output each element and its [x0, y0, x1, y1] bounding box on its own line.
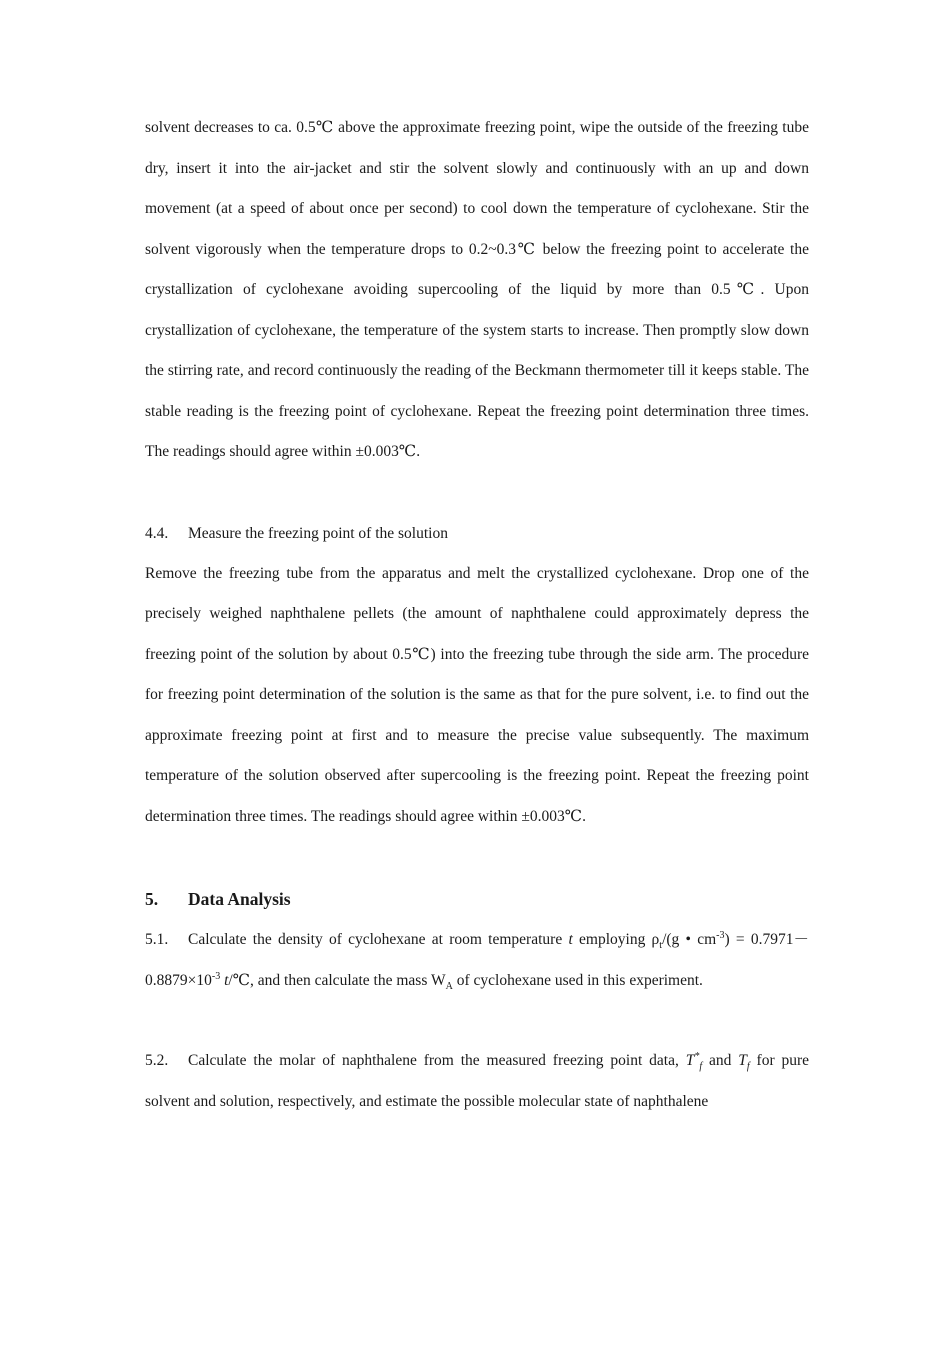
spacer [145, 1001, 809, 1041]
symbol-subscript: f [699, 1061, 703, 1073]
subsection-heading-4-4 [145, 514, 809, 554]
rho-subscript: t [659, 940, 663, 952]
item-text: /℃, and then calculate the mass W [228, 971, 446, 989]
subsection-number: 4.4. [145, 524, 169, 542]
w-subscript: A [445, 980, 453, 992]
item-text: of cyclohexane used in this experiment. [456, 971, 703, 989]
exponent: -3 [211, 970, 221, 982]
item-number: 5.2. [145, 1052, 169, 1069]
symbol-superscript: * [694, 1050, 700, 1062]
item-text: and [709, 1052, 732, 1069]
section-title: Data Analysis [188, 889, 291, 909]
item-5-2 [145, 1041, 809, 1122]
item-5-1 [145, 920, 809, 1001]
item-text: employing ρ [579, 931, 660, 948]
document-page [145, 108, 809, 1122]
item-number: 5.1. [145, 931, 169, 948]
subsection-title: Measure the freezing point of the solution [188, 524, 448, 542]
item-text: ) = 0.7971－0.8879×10 [145, 931, 809, 989]
exponent: -3 [716, 929, 725, 941]
symbol-subscript: f [746, 1061, 750, 1073]
item-text: for pure solvent and solution, respectively, and estimate the possible molecular state of naphthalene [145, 1052, 810, 1110]
section-heading-5 [145, 878, 809, 920]
item-text: /(g • cm [662, 931, 717, 948]
paragraph-solution-procedure: Remove the freezing tube from the apparatus and melt the crystallized cyclohexane. Drop one of the precisely weighed naphthalene pellets (the amount of naphthalene could approximately depress the freezing point of the solution by about 0.5℃) into the freezing tube through the side arm. The procedure for freezing point determination of the solution is the same as that for the pure solvent, i.e. to find out the approximate freezing point at first and to measure the precise value subsequently. The maximum temperature of the solution observed after supercooling is the freezing point. Repeat the freezing point determination three times. The readings should agree within ±0.003℃. [145, 564, 809, 825]
section-number: 5. [145, 889, 159, 909]
item-text: Calculate the density of cyclohexane at room temperature [188, 931, 563, 948]
spacer [145, 473, 809, 514]
symbol-tf: T [738, 1052, 747, 1069]
variable-t: t [224, 971, 229, 989]
item-text: Calculate the molar of naphthalene from the measured freezing point data, [188, 1052, 679, 1069]
spacer [145, 837, 809, 878]
variable-t: t [568, 931, 573, 948]
paragraph-freezing-procedure: solvent decreases to ca. 0.5℃ above the approximate freezing point, wipe the outside of the freezing tube dry, insert it into the air-jacket and stir the solvent slowly and continuously with an up and down movement (at a speed of about once per second) to cool down the temperature of cyclohexane. Stir the solvent vigorously when the temperature drops to 0.2~0.3℃ below the freezing point to accelerate the crystallization of cyclohexane avoiding supercooling of the liquid by more than 0.5℃. Upon crystallization of cyclohexane, the temperature of the system starts to increase. Then promptly slow down the stirring rate, and record continuously the reading of the Beckmann thermometer till it keeps stable. The stable reading is the freezing point of cyclohexane. Repeat the freezing point determination three times. The readings should agree within ±0.003℃. [145, 119, 809, 460]
symbol-tf-star: T [685, 1052, 695, 1069]
